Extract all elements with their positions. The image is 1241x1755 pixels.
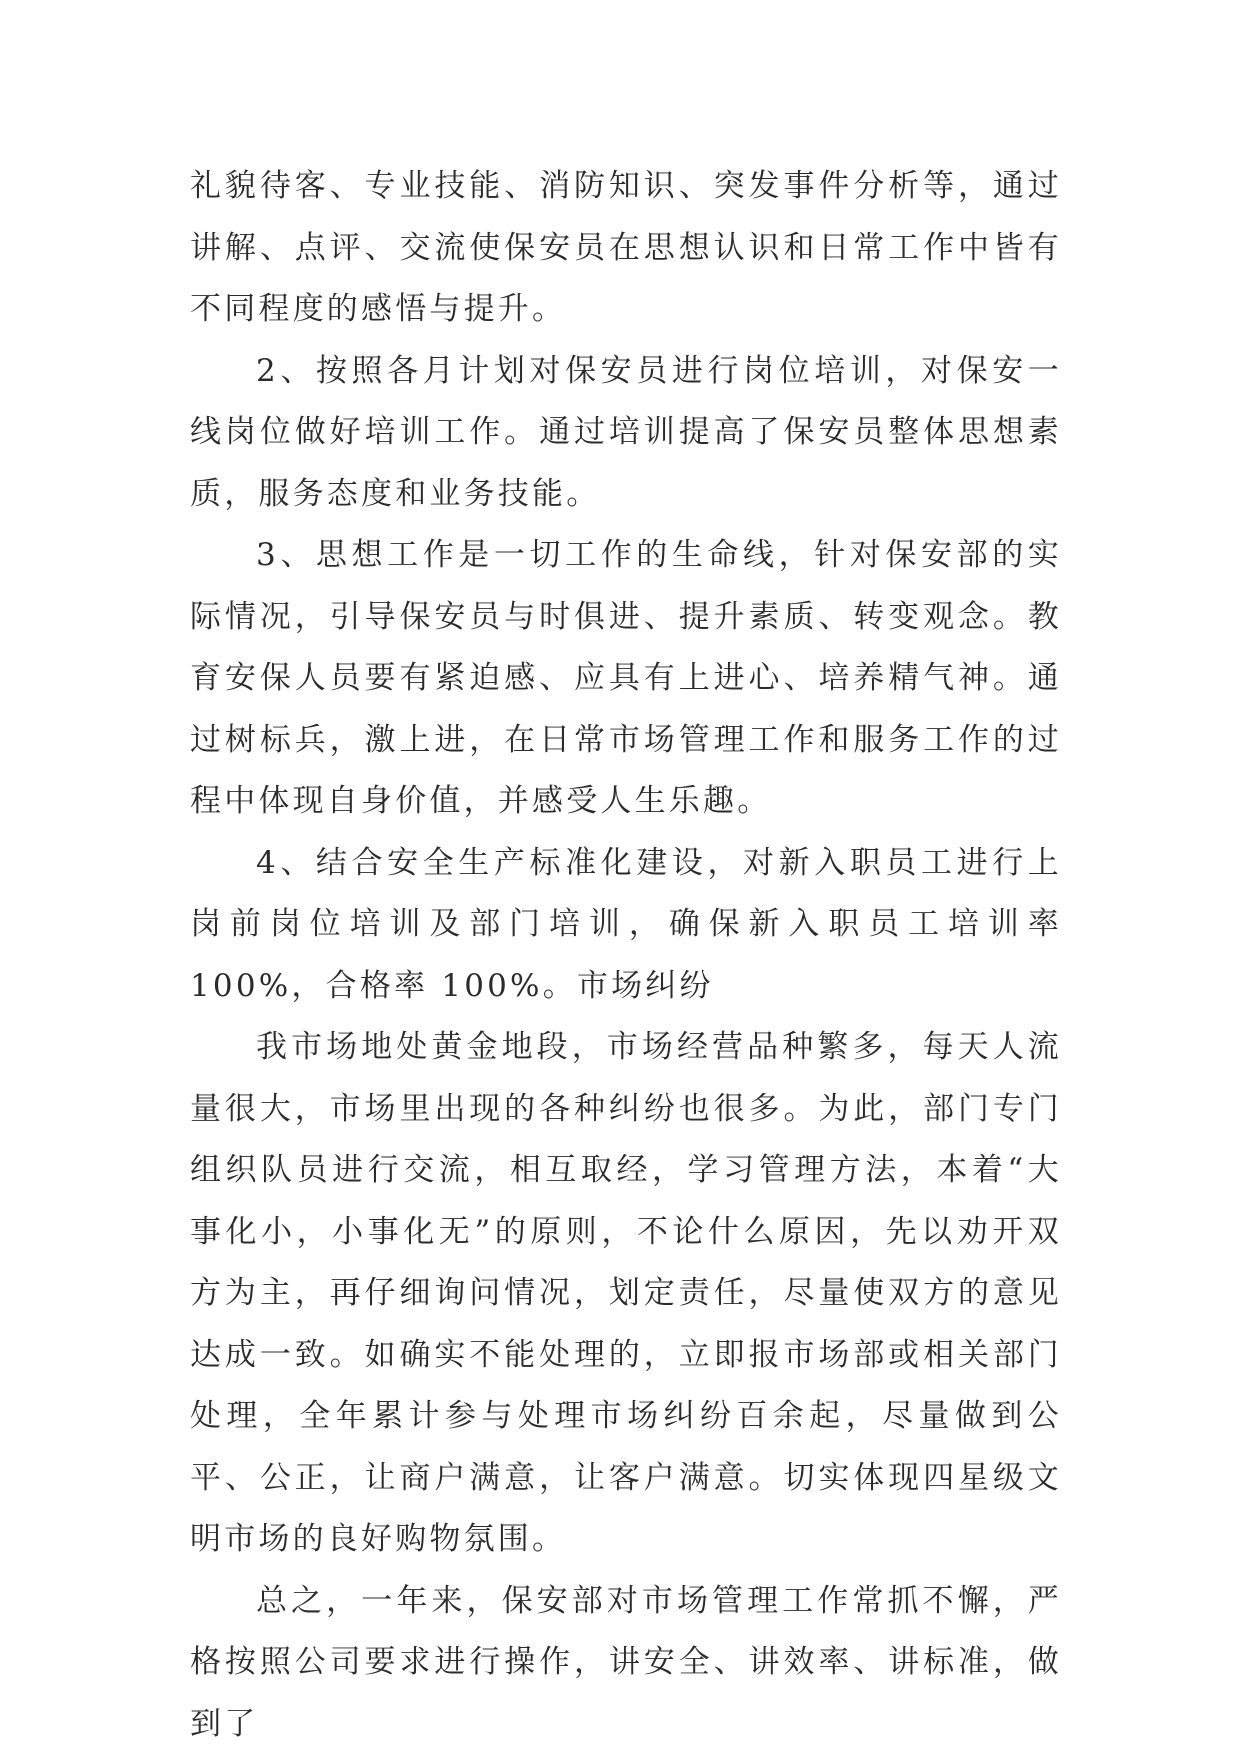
paragraph-market-disputes: 我市场地处黄金地段，市场经营品种繁多，每天人流量很大，市场里出现的各种纠纷也很多。为此，部门专门组织队员进行交流，相互取经，学习管理方法，本着“大事化小，小事化无”的原则，不论什么原因，先以劝开双方为主，再仔细询问情况，划定责任，尽量使双方的意见达成一致。如确实不能处理的，立即报市场部或相关部门处理，全年累计参与处理市场纠纷百余起，尽量做到公平、公正，让商户满意，让客户满意。切实体现四星级文明市场的良好购物氛围。	[190, 1017, 1062, 1571]
paragraph-item-2: 2、按照各月计划对保安员进行岗位培训，对保安一线岗位做好培训工作。通过培训提高了保安员整体思想素质，服务态度和业务技能。	[190, 341, 1062, 526]
document-body	[190, 156, 1062, 1755]
paragraph-continuation: 礼貌待客、专业技能、消防知识、突发事件分析等，通过讲解、点评、交流使保安员在思想认识和日常工作中皆有不同程度的感悟与提升。	[190, 156, 1062, 341]
paragraph-item-4: 4、结合安全生产标准化建设，对新入职员工进行上岗前岗位培训及部门培训，确保新入职员工培训率 100%，合格率 100%。市场纠纷	[190, 833, 1062, 1018]
paragraph-item-3: 3、思想工作是一切工作的生命线，针对保安部的实际情况，引导保安员与时俱进、提升素质、转变观念。教育安保人员要有紧迫感、应具有上进心、培养精气神。通过树标兵，激上进，在日常市场管理工作和服务工作的过程中体现自身价值，并感受人生乐趣。	[190, 525, 1062, 833]
paragraph-summary: 总之，一年来，保安部对市场管理工作常抓不懈，严格按照公司要求进行操作，讲安全、讲效率、讲标准，做到了	[190, 1571, 1062, 1755]
